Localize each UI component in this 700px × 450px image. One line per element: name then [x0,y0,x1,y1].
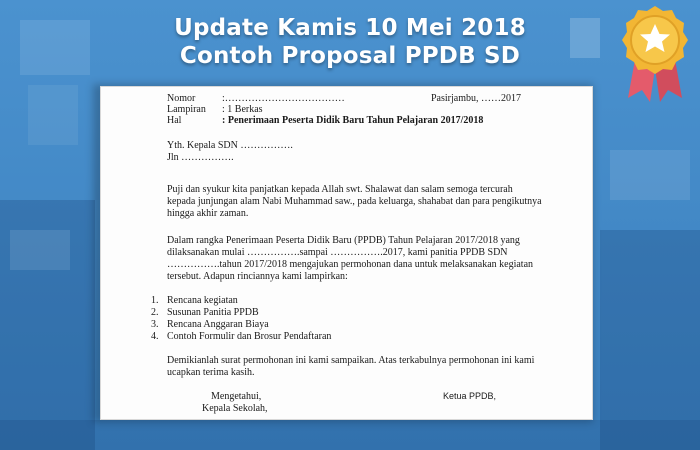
recipient: Yth. Kepala SDN ……………. [167,140,293,151]
paragraph-2-line-4: tersebut. Adapun rinciannya kami lampirkan: [167,271,348,282]
closing-line-2: ucapkan terima kasih. [167,367,255,378]
hal-label: Hal [167,115,182,126]
letter-document [100,86,593,420]
signature-left-role: Kepala Sekolah, [202,403,268,414]
attachment-number: 3. [151,319,159,330]
signature-right-role: Ketua PPDB, [443,391,497,401]
page-title-line1: Update Kamis 10 Mei 2018 [174,15,526,41]
attachment-number: 4. [151,331,159,342]
lampiran-label: Lampiran [167,104,206,115]
paragraph-2-line-3: …………….tahun 2017/2018 mengajukan permohonan dana untuk melaksanakan kegiatan [167,259,534,270]
lampiran-value: : 1 Berkas [222,104,263,115]
attachment-number: 2. [151,307,159,318]
attachment-item: Contoh Formulir dan Brosur Pendaftaran [167,331,332,342]
paragraph-1-line-1: Puji dan syukur kita panjatkan kepada Allah swt. Shalawat dan salam semoga tercurah [167,184,513,195]
signature-left-title: Mengetahui, [211,391,262,402]
nomor-label: Nomor [167,93,196,104]
nomor-value: :……………………………… [222,93,345,104]
attachment-item: Rencana kegiatan [167,295,238,306]
closing-line-1: Demikianlah surat permohonan ini kami sampaikan. Atas terkabulnya permohonan ini kami [167,355,535,366]
place-date: Pasirjambu, ……2017 [431,93,521,104]
paragraph-2-line-2: dilaksanakan mulai …………….sampai …………….2017, kami panitia PPDB SDN [167,247,508,258]
hal-value: : Penerimaan Peserta Didik Baru Tahun Pelajaran 2017/2018 [222,115,484,126]
attachment-item: Rencana Anggaran Biaya [167,319,269,330]
attachment-item: Susunan Panitia PPDB [167,307,259,318]
page-title-line2: Contoh Proposal PPDB SD [179,43,521,69]
attachment-number: 1. [151,295,159,306]
paragraph-1-line-3: hingga akhir zaman. [167,208,249,219]
paragraph-2-line-1: Dalam rangka Penerimaan Peserta Didik Baru (PPDB) Tahun Pelajaran 2017/2018 yang [167,235,520,246]
paragraph-1-line-2: kepada junjungan alam Nabi Muhammad saw., pada keluarga, shahabat dan para pengikutnya [167,196,542,207]
star-medal-icon [614,2,696,104]
recipient-address: Jln ……………. [167,152,234,163]
